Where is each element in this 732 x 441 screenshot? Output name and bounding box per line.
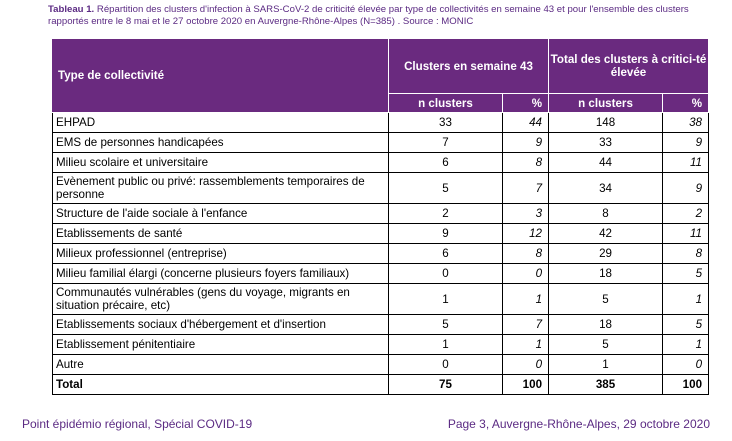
row-pct-total: 9 [663, 173, 709, 204]
row-n-week43: 1 [389, 335, 503, 355]
row-n-week43: 2 [389, 204, 503, 224]
header-total-high-criticality: Total des clusters à critici-té élevée [549, 39, 709, 94]
row-n-total: 5 [549, 335, 663, 355]
footer-page-info: Page 3, Auvergne-Rhône-Alpes, 29 octobre 2020 [447, 417, 710, 431]
row-n-week43: 1 [389, 284, 503, 315]
row-n-week43: 6 [389, 153, 503, 173]
caption-label: Tableau 1. [48, 4, 95, 15]
row-n-week43: 0 [389, 355, 503, 375]
row-n-total: 8 [549, 204, 663, 224]
table-row [53, 204, 709, 224]
row-n-week43: 7 [389, 133, 503, 153]
row-type: Etablissements de santé [53, 224, 389, 244]
table-row [53, 284, 709, 315]
header-type: Type de collectivité [53, 39, 389, 113]
row-pct-total: 1 [663, 284, 709, 315]
total-n-total: 385 [549, 375, 663, 395]
row-n-total: 33 [549, 133, 663, 153]
subheader-n-clusters-total: n clusters [549, 94, 663, 113]
row-n-total: 44 [549, 153, 663, 173]
row-n-week43: 6 [389, 244, 503, 264]
table-row [53, 153, 709, 173]
row-type: EHPAD [53, 113, 389, 133]
row-n-total: 34 [549, 173, 663, 204]
row-type: Etablissement pénitentiaire [53, 335, 389, 355]
row-pct-week43: 1 [503, 284, 549, 315]
total-label: Total [53, 375, 389, 395]
row-n-total: 18 [549, 315, 663, 335]
row-type: Milieux professionnel (entreprise) [53, 244, 389, 264]
row-n-total: 5 [549, 284, 663, 315]
row-pct-week43: 0 [503, 355, 549, 375]
table-total-row [53, 375, 709, 395]
row-pct-week43: 7 [503, 315, 549, 335]
row-type: Evènement public ou privé: rassemblements temporaires de personne [53, 173, 389, 204]
table-row [53, 224, 709, 244]
table-row [53, 244, 709, 264]
row-pct-week43: 44 [503, 113, 549, 133]
table-row [53, 264, 709, 284]
total-n-week43: 75 [389, 375, 503, 395]
row-pct-total: 38 [663, 113, 709, 133]
row-pct-week43: 8 [503, 153, 549, 173]
row-type: Communautés vulnérables (gens du voyage, migrants en situation précaire, etc) [53, 284, 389, 315]
row-pct-total: 11 [663, 153, 709, 173]
row-pct-total: 9 [663, 133, 709, 153]
row-n-total: 42 [549, 224, 663, 244]
row-n-week43: 9 [389, 224, 503, 244]
table-row [53, 113, 709, 133]
row-n-total: 148 [549, 113, 663, 133]
total-pct-week43: 100 [503, 375, 549, 395]
row-pct-total: 5 [663, 264, 709, 284]
row-n-total: 18 [549, 264, 663, 284]
subheader-n-clusters-week43: n clusters [389, 94, 503, 113]
row-pct-total: 2 [663, 204, 709, 224]
row-pct-total: 8 [663, 244, 709, 264]
row-pct-week43: 7 [503, 173, 549, 204]
table-row [53, 173, 709, 204]
table-caption [48, 4, 728, 28]
row-n-total: 29 [549, 244, 663, 264]
row-n-week43: 33 [389, 113, 503, 133]
caption-text: Répartition des clusters d'infection à SARS-CoV-2 de criticité élevée par type de collectivités en semaine 43 et pour l'ensemble des clusters rapportés entre le 8 mai et le 27 octobre 2020 en Auvergne-Rhône-Alpes (N=385) . Source : MONIC [48, 4, 689, 27]
table-row [53, 133, 709, 153]
row-pct-total: 5 [663, 315, 709, 335]
row-n-week43: 5 [389, 315, 503, 335]
row-n-total: 1 [549, 355, 663, 375]
clusters-table [52, 38, 709, 395]
row-pct-week43: 1 [503, 335, 549, 355]
row-pct-total: 0 [663, 355, 709, 375]
row-pct-total: 11 [663, 224, 709, 244]
row-type: Structure de l'aide sociale à l'enfance [53, 204, 389, 224]
row-type: Milieu scolaire et universitaire [53, 153, 389, 173]
header-week43: Clusters en semaine 43 [389, 39, 549, 94]
table-row [53, 315, 709, 335]
row-n-week43: 5 [389, 173, 503, 204]
table-row [53, 355, 709, 375]
row-type: Autre [53, 355, 389, 375]
row-pct-week43: 3 [503, 204, 549, 224]
subheader-pct-total: % [663, 94, 709, 113]
row-type: Etablissements sociaux d'hébergement et d'insertion [53, 315, 389, 335]
table-row [53, 335, 709, 355]
row-pct-week43: 12 [503, 224, 549, 244]
total-pct-total: 100 [663, 375, 709, 395]
row-pct-total: 1 [663, 335, 709, 355]
row-pct-week43: 8 [503, 244, 549, 264]
row-pct-week43: 9 [503, 133, 549, 153]
row-type: Milieu familial élargi (concerne plusieurs foyers familiaux) [53, 264, 389, 284]
row-n-week43: 0 [389, 264, 503, 284]
subheader-pct-week43: % [503, 94, 549, 113]
row-pct-week43: 0 [503, 264, 549, 284]
footer-publication: Point épidémio régional, Spécial COVID-19 [22, 417, 253, 431]
row-type: EMS de personnes handicapées [53, 133, 389, 153]
